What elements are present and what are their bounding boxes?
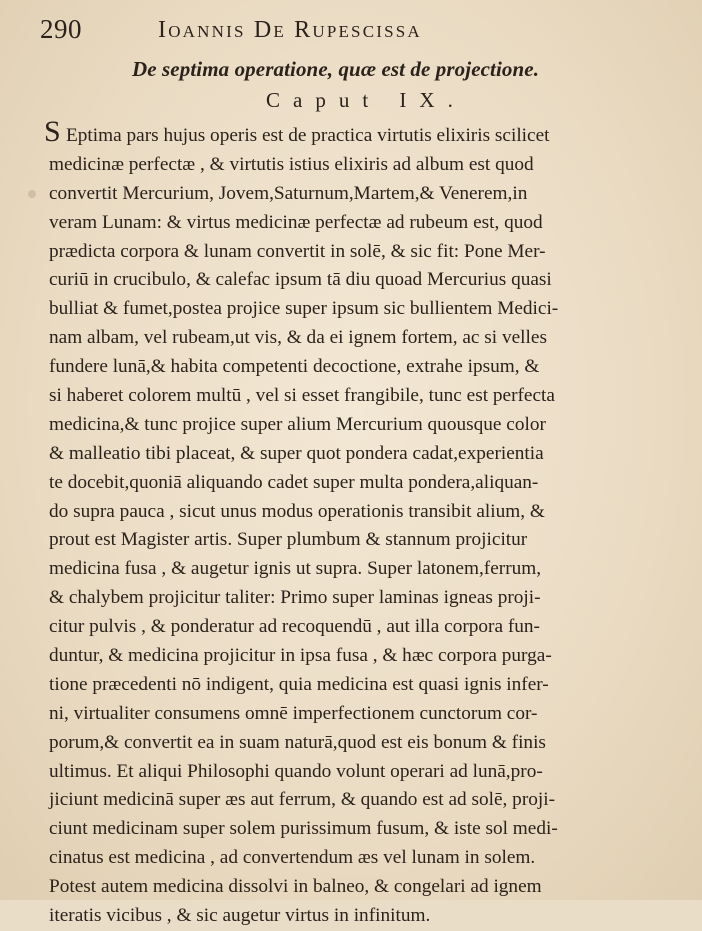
body-line: medicina fusa , & augetur ignis ut supra. Super latonem,ferrum, <box>49 558 542 580</box>
body-line: nam albam, vel rubeam,ut vis, & da ei ignem fortem, ac si velles <box>49 327 547 349</box>
body-line: curiū in crucibulo, & calefac ipsum tā diu quoad Mercurius quasi <box>49 269 552 291</box>
body-line: bulliat & fumet,postea projice super ipsum sic bullientem Medici- <box>49 298 559 320</box>
body-line: ni, virtualiter consumens omnē imperfectionem cunctorum cor- <box>49 702 538 724</box>
body-line: medicinæ perfectæ , & virtutis istius elixiris ad album est quod <box>49 153 534 175</box>
page-number: 290 <box>40 14 82 44</box>
body-line: prout est Magister artis. Super plumbum & stannum projicitur <box>49 529 528 551</box>
body-line <box>44 115 694 151</box>
body-line: & malleatio tibi placeat, & super quot pondera cadat,experientia <box>49 442 544 464</box>
body-line: ultimus. Et aliqui Philosophi quando volunt operari ad lunā,pro- <box>49 760 543 782</box>
body-line: iteratis vicibus , & sic augetur virtus in infinitum. <box>49 905 431 927</box>
drop-initial: S <box>44 115 61 148</box>
body-line: duntur, & medicina projicitur in ipsa fusa , & hæc corpora purga- <box>49 645 552 667</box>
body-line: si haberet colorem multū , vel si esset frangibile, tunc est perfecta <box>49 385 555 407</box>
body-line: jiciunt medicinā super æs aut ferrum, & quando est ad solē, proji- <box>49 789 556 811</box>
ink-smudge <box>28 190 36 198</box>
body-line: & chalybem projicitur taliter: Primo super laminas igneas proji- <box>49 587 541 609</box>
body-line: te docebit,quoniā aliquando cadet super multa pondera,aliquan- <box>49 471 539 493</box>
body-line: veram Lunam: & virtus medicinæ perfectæ ad rubeum est, quod <box>49 211 543 233</box>
chapter-subtitle: De septima operatione, quæ est de projectione. <box>132 57 540 81</box>
body-line: citur pulvis , & ponderatur ad recoquendū , aut illa corpora fun- <box>49 616 540 638</box>
running-head: Ioannis De Rupescissa <box>158 17 422 43</box>
chapter-body <box>44 115 694 931</box>
first-line-text: Eptima pars hujus operis est de practica virtutis elixiris scilicet <box>66 125 550 146</box>
body-line: ciunt medicinam super solem purissimum fusum, & iste sol medi- <box>49 818 558 840</box>
body-line: prædicta corpora & lunam convertit in solē, & sic fit: Pone Mer- <box>49 240 546 262</box>
body-line: do supra pauca , sicut unus modus operationis transibit alium, & <box>49 500 545 522</box>
body-line: convertit Mercurium, Jovem,Saturnum,Martem,& Venerem,in <box>49 182 528 204</box>
body-line: cinatus est medicina , ad convertendum æs vel lunam in solem. <box>49 847 536 869</box>
body-line: porum,& convertit ea in suam naturā,quod est eis bonum & finis <box>49 731 546 753</box>
body-line: medicina,& tunc projice super alium Mercurium quousque color <box>49 413 546 435</box>
body-line: fundere lunā,& habita competenti decoctione, extrahe ipsum, & <box>49 356 540 378</box>
body-line: tione præcedenti nō indigent, quia medicina est quasi ignis infer- <box>49 673 549 695</box>
chapter-heading: Caput IX. <box>266 88 466 112</box>
body-line: Potest autem medicina dissolvi in balneo, & congelari ad ignem <box>49 876 542 898</box>
